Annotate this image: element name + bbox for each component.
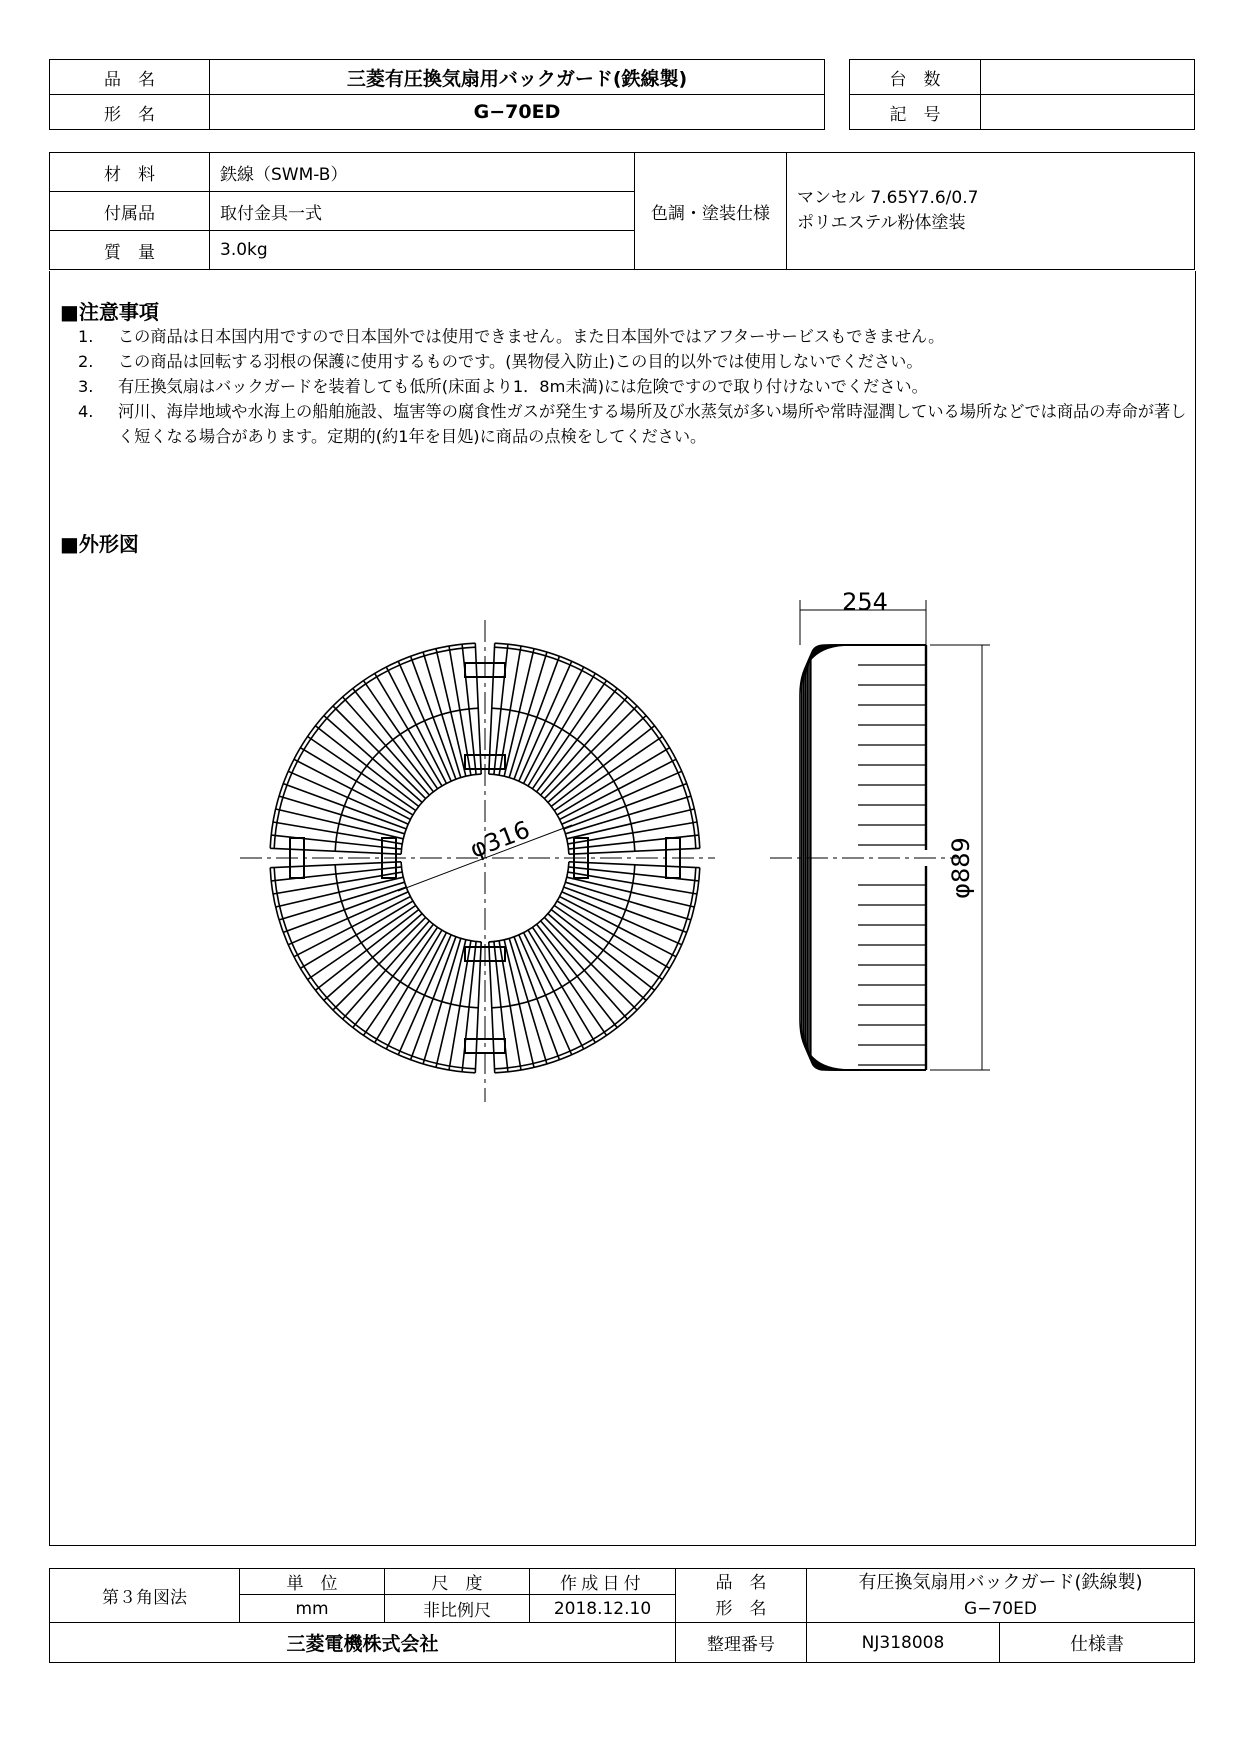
scale-label: 尺 度 xyxy=(385,1569,530,1595)
note-text: 有圧換気扇はバックガードを装着しても低所(床面より1．8m未満)には危険ですので取り付けないでください。 xyxy=(118,377,928,396)
side-view xyxy=(770,600,990,1070)
company-name: 三菱電機株式会社 xyxy=(50,1623,676,1663)
model-number: G−70ED xyxy=(210,95,825,130)
footer-table xyxy=(49,1568,1195,1663)
date-value: 2018.12.10 xyxy=(530,1595,676,1623)
footer-model: G−70ED xyxy=(964,1598,1037,1619)
guard-wire xyxy=(294,897,410,957)
guard-wire xyxy=(514,937,559,1060)
guard-wire xyxy=(386,667,446,783)
guard-wire xyxy=(564,887,687,932)
guard-wire xyxy=(514,656,559,779)
footer-product-name: 有圧換気扇用バックガード(鉄線製) xyxy=(858,1571,1143,1593)
weight-value: 3.0kg xyxy=(210,231,635,270)
note-number: 2. xyxy=(78,352,94,371)
drawing-heading: ■外形図 xyxy=(60,532,139,556)
note-number: 4. xyxy=(78,402,94,421)
color-label: 色調・塗装仕様 xyxy=(635,153,787,270)
note-text: この商品は日本国内用ですので日本国外では使用できません。また日本国外ではアフターサービスもできません。 xyxy=(118,327,945,346)
guard-wire xyxy=(283,784,406,829)
guard-wire xyxy=(524,667,584,783)
name-values xyxy=(807,1569,1195,1623)
note-text: この商品は回転する羽根の保護に使用するものです。(異物侵入防止)この目的以外では使用しないでください。 xyxy=(118,352,923,371)
date-label: 作成日付 xyxy=(530,1569,676,1595)
product-name: 三菱有圧換気扇用バックガード(鉄線製) xyxy=(210,60,825,95)
notes-heading: ■注意事項 xyxy=(60,300,159,324)
note-text: 河川、海岸地域や水海上の船舶施設、塩害等の腐食性ガスが発生する場所及び水蒸気が多い場所や常時湿潤している場所などでは商品の寿命が著しく短くなる場合があります。定期的(約1年を目処)に商品の点検をしてください。 xyxy=(118,402,1187,446)
note-number: 1. xyxy=(78,327,94,346)
material-label: 材 料 xyxy=(50,153,210,192)
ref-number: NJ318008 xyxy=(807,1623,1000,1663)
guard-wire xyxy=(560,897,676,957)
guard-wire xyxy=(560,759,676,819)
scale-value: 非比例尺 xyxy=(385,1595,530,1623)
material-value: 鉄線（SWM-B） xyxy=(210,153,635,192)
document-type: 仕様書 xyxy=(1000,1623,1195,1663)
guard-wire xyxy=(386,933,446,1049)
guard-wire xyxy=(294,759,410,819)
guard-wire xyxy=(564,784,687,829)
guard-wire xyxy=(411,656,456,779)
model-label: 形 名 xyxy=(50,95,210,130)
note-number: 3. xyxy=(78,377,94,396)
accessories-value: 取付金具一式 xyxy=(210,192,635,231)
color-munsell: マンセル 7.65Y7.6/0.7 xyxy=(797,188,979,208)
accessories-label: 付属品 xyxy=(50,192,210,231)
guard-wire xyxy=(411,937,456,1060)
projection-method: 第３角図法 xyxy=(50,1569,240,1623)
ref-label: 整理番号 xyxy=(676,1623,807,1663)
guard-wire xyxy=(524,933,584,1049)
unit-label: 単 位 xyxy=(240,1569,385,1595)
quantity-label: 台 数 xyxy=(850,60,981,95)
guard-wire xyxy=(283,887,406,932)
color-coating: ポリエステル粉体塗装 xyxy=(797,213,966,233)
dim-depth: 254 xyxy=(842,588,888,616)
product-name-label: 品 名 xyxy=(50,60,210,95)
symbol-label: 記 号 xyxy=(850,95,981,130)
name-label: 品 名 xyxy=(715,1572,767,1593)
unit-value: mm xyxy=(240,1595,385,1623)
name-labels xyxy=(676,1569,807,1623)
dim-outer-diameter: φ889 xyxy=(947,837,975,899)
weight-label: 質 量 xyxy=(50,231,210,270)
dim-inner-diameter: φ316 xyxy=(466,815,534,864)
model-label: 形 名 xyxy=(715,1598,767,1619)
